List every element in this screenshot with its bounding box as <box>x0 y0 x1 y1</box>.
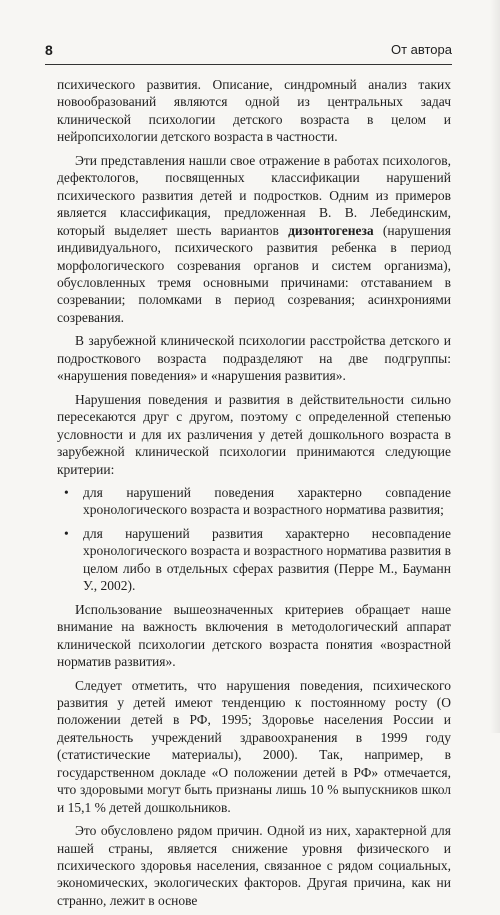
paragraph-text: Эти представления нашли свое отражение в работах психологов, дефектологов, посвященных классификации нарушений психического развития детей и подростков. Одним из примеров является классификация, предложенная В. В. Лебединским, который выделяет шесть вариантов <box>57 152 451 238</box>
bullet-marker: • <box>64 484 69 500</box>
term-dysontogenesis: дизонтогенеза <box>288 222 374 238</box>
running-head: От автора <box>390 42 452 57</box>
list-item-text: для нарушений поведения характерно совпадение хронологического возраста и возрастного норматива развития; <box>83 484 451 518</box>
list-item <box>57 484 451 519</box>
page-edge-shadow <box>490 0 500 733</box>
body-text <box>57 76 451 915</box>
paragraph-lebedinsky-classification <box>57 152 451 327</box>
header-rule <box>45 64 452 65</box>
list-item <box>57 525 451 595</box>
list-item-text: для нарушений развития характерно несовпадение хронологического возраста и возрастного норматива развития в целом либо в отдельных сферах развития (Перре М., Бауманн У., 2002). <box>83 525 451 594</box>
paragraph-causes: Это обусловлено рядом причин. Одной из них, характерной для нашей страны, является снижение уровня физического и психического здоровья населения, связанное с рядом социальных, экономических, экологических факторов. Другая причина, как ни странно, лежит в основе <box>57 823 451 908</box>
page-header <box>45 42 452 62</box>
paragraph-text: (нарушения индивидуального, психического развития ребенка в период морфологического созревания органов и систем организма), обусловленных тремя основными причинами: отставанием в созревании; поломками в период созревания; асинхрониями созревания. <box>57 222 451 325</box>
paragraph-criteria-usage: Использование вышеозначенных критериев обращает наше внимание на важность включения в методологический аппарат клинической психологии детского возраста понятия «возрастной норматив развития». <box>57 601 451 670</box>
paragraph-criteria-intro: Нарушения поведения и развития в действительности сильно пересекаются друг с другом, поэтому с определенной степенью условности и для их различения у детей дошкольного возраста в зарубежной клинической психологии принимаются следующие критерии: <box>57 391 451 477</box>
paragraph-statistics: Следует отметить, что нарушения поведения, психического развития у детей имеют тенденцию к постоянному росту (О положении детей в РФ, 1995; Здоровье населения России и деятельность учреждений здравоохранения в 1999 году (статистические материалы), 2000). Так, например, в государственном докладе «О положении детей в РФ» отмечается, что здоровыми могут быть признаны лишь 10 % выпускников школ и 15,1 % детей дошкольников. <box>57 677 451 815</box>
criteria-list <box>57 484 451 595</box>
paragraph-continuation: психического развития. Описание, синдромный анализ таких новообразований являются одной из центральных задач клинической психологии детского возраста в целом и нейропсихологии детского возраста в частности. <box>57 77 451 145</box>
page-number: 8 <box>45 42 53 58</box>
bullet-marker: • <box>64 525 69 541</box>
paragraph-foreign-classification: В зарубежной клинической психологии расстройства детского и подросткового возраста подразделяют на две подгруппы: «нарушения поведения» и «нарушения развития». <box>57 333 451 384</box>
